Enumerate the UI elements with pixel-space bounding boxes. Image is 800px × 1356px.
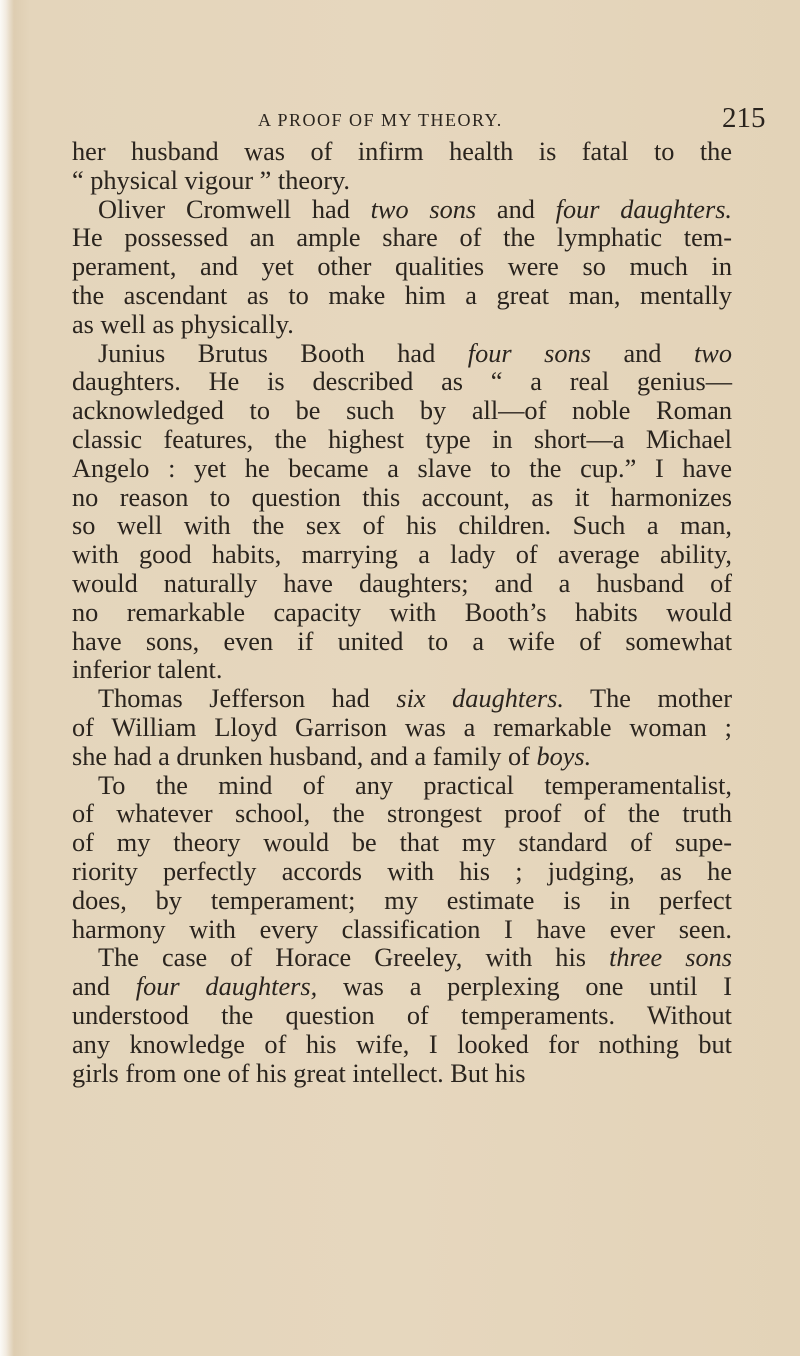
text-run: daughters. He is described as “ a real genius— [72,367,732,397]
text-run: no remarkable capacity with Booth’s habits would [72,597,732,627]
page-header [0,102,800,136]
text-run: of my theory would be that my standard of supe- [72,828,732,858]
text-run: understood the question of temperaments. Without [72,1000,732,1030]
text-run: have sons, even if united to a wife of somewhat [72,626,732,656]
text-line [72,570,732,599]
text-run: was a perplexing one until I [317,972,732,1002]
text-run: and [72,972,136,1002]
text-line [72,512,732,541]
text-line [72,224,732,253]
page-edge [0,0,14,1356]
text-line [72,743,732,772]
text-line [72,628,732,657]
text-run: The mother [563,684,732,714]
text-run: acknowledged to be such by all—of noble Roman [72,396,732,426]
italic-text-run: boys. [536,741,592,771]
text-line [72,167,732,196]
italic-text-run: four daughters, [135,972,318,1002]
text-run: and [476,194,556,224]
text-line [72,196,732,225]
text-run: Junius Brutus Booth had [98,338,468,368]
text-run: inferior talent. [72,655,223,685]
text-line [72,599,732,628]
running-title: A PROOF OF MY THEORY. [258,110,503,130]
text-line [72,397,732,426]
text-run: The case of Horace Greeley, with his [98,943,610,973]
text-run: To the mind of any practical temperamentalist, [98,770,732,800]
text-line [72,368,732,397]
page-number: 215 [722,102,766,134]
text-run: Angelo : yet he became a slave to the cup.” I have [72,453,732,483]
text-line [72,311,732,340]
text-run: girls from one of his great intellect. But his [72,1058,526,1088]
text-run: any knowledge of his wife, I looked for nothing but [72,1029,732,1059]
text-line [72,340,732,369]
text-line [72,426,732,455]
text-run: “ physical vigour ” theory. [72,165,350,195]
italic-text-run: two [694,338,732,368]
text-run: would naturally have daughters; and a husband of [72,568,732,598]
text-line [72,714,732,743]
text-line [72,282,732,311]
text-line [72,685,732,714]
text-line [72,656,732,685]
text-line [72,829,732,858]
text-line [72,1002,732,1031]
italic-text-run: two sons [370,194,477,224]
text-run: as well as physically. [72,309,294,339]
text-run: Thomas Jefferson had [98,684,397,714]
text-line [72,484,732,513]
body-text [72,138,732,1088]
text-run: the ascendant as to make him a great man, mentally [72,280,732,310]
text-run: does, by temperament; my estimate is in perfect [72,885,732,915]
text-line [72,541,732,570]
text-run: so well with the sex of his children. Such a man, [72,511,732,541]
text-line [72,253,732,282]
italic-text-run: three sons [609,943,732,973]
text-run: of William Lloyd Garrison was a remarkable woman ; [72,712,732,742]
text-run: and [590,338,694,368]
italic-text-run: four sons [467,338,591,368]
text-line [72,887,732,916]
text-line [72,916,732,945]
text-line [72,1060,732,1089]
text-run: her husband was of infirm health is fatal to the [72,137,732,166]
text-run: He possessed an ample share of the lymphatic tem- [72,223,732,253]
text-run: of whatever school, the strongest proof of the truth [72,799,732,829]
text-run: with good habits, marrying a lady of average ability, [72,540,732,570]
text-run: she had a drunken husband, and a family of [72,741,537,771]
text-run: perament, and yet other qualities were so much in [72,252,732,282]
text-run: Oliver Cromwell had [98,194,371,224]
text-line [72,1031,732,1060]
text-run: harmony with every classification I have ever seen. [72,914,732,944]
text-run: no reason to question this account, as it harmonizes [72,482,732,512]
text-line [72,138,732,167]
text-line [72,772,732,801]
text-line [72,944,732,973]
text-run: classic features, the highest type in short—a Michael [72,424,732,454]
text-line [72,455,732,484]
italic-text-run: four daughters. [555,194,732,224]
italic-text-run: six daughters. [396,684,564,714]
text-run: riority perfectly accords with his ; judging, as he [72,856,732,886]
text-line [72,973,732,1002]
text-line [72,858,732,887]
text-line [72,800,732,829]
